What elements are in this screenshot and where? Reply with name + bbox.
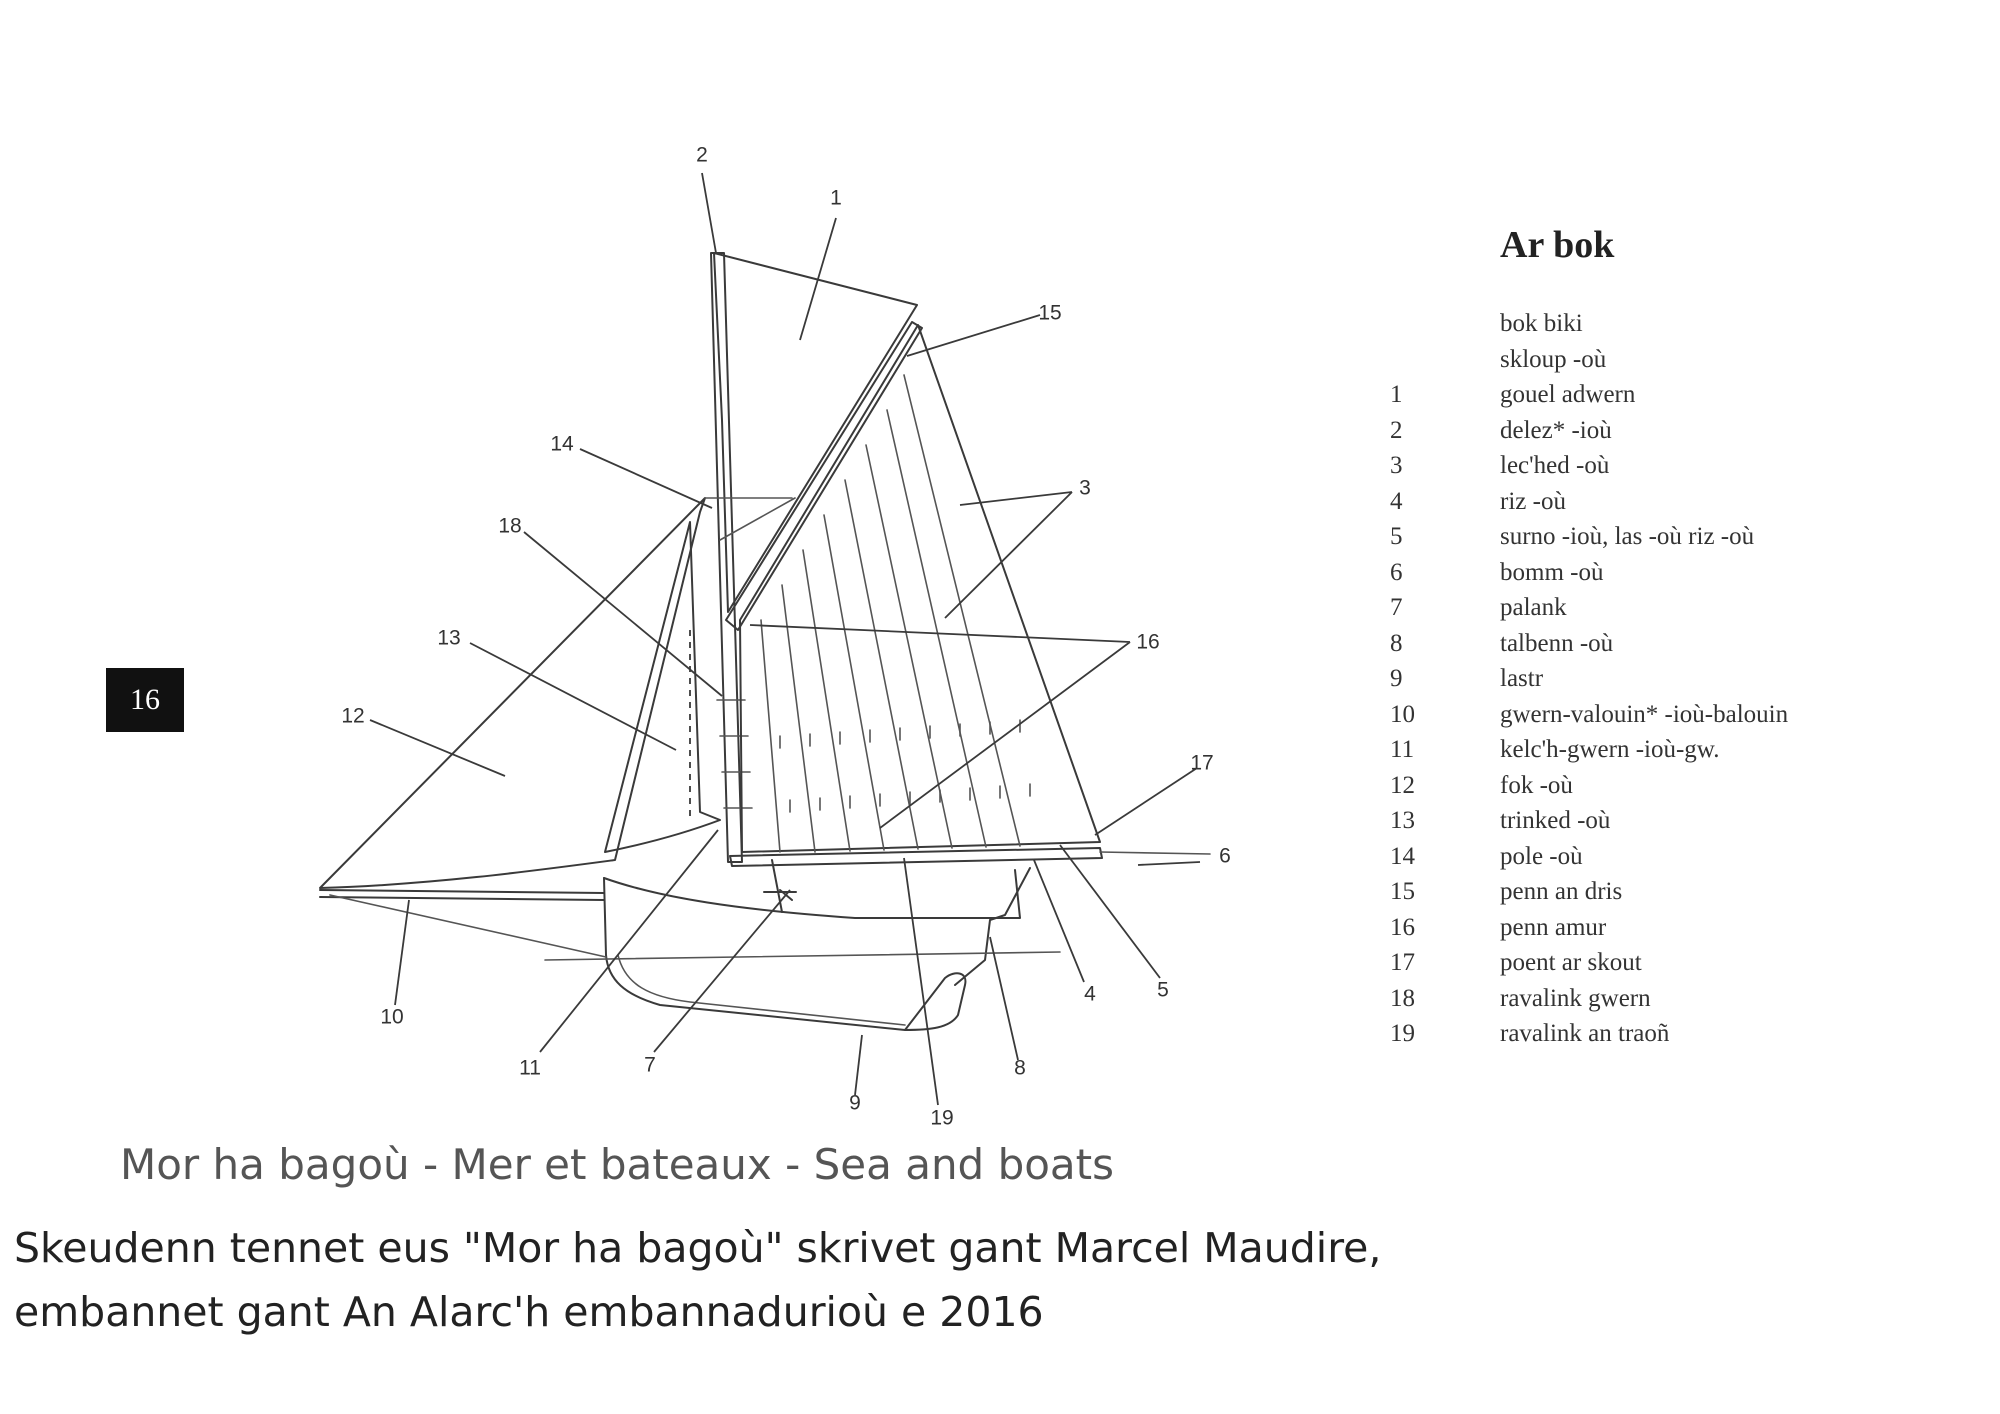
legend-row bbox=[1390, 413, 1788, 449]
legend-row bbox=[1390, 874, 1788, 910]
legend-term: lec'hed -où bbox=[1500, 452, 1610, 479]
legend-number bbox=[1390, 306, 1500, 342]
legend-row bbox=[1390, 448, 1788, 484]
legend-number bbox=[1390, 342, 1500, 378]
legend-number: 18 bbox=[1390, 984, 1415, 1012]
diagram-label-9: 9 bbox=[849, 1091, 861, 1115]
legend-number: 8 bbox=[1390, 629, 1403, 657]
mast-hoops bbox=[717, 700, 752, 808]
diagram-label-12: 12 bbox=[341, 704, 365, 728]
diagram-label-18: 18 bbox=[498, 514, 522, 538]
legend-row bbox=[1390, 768, 1788, 804]
diagram-label-7: 7 bbox=[644, 1053, 656, 1077]
legend-term: kelc'h-gwern -ioù-gw. bbox=[1500, 736, 1720, 763]
bobstay bbox=[330, 895, 606, 957]
legend-number: 10 bbox=[1390, 700, 1415, 728]
legend-number: 3 bbox=[1390, 452, 1403, 479]
legend-row bbox=[1390, 1016, 1788, 1052]
diagram-label-11: 11 bbox=[519, 1056, 541, 1080]
legend-row bbox=[1390, 661, 1788, 697]
legend-term: riz -où bbox=[1500, 487, 1566, 515]
legend-number: 7 bbox=[1390, 594, 1403, 621]
legend-term: trinked -où bbox=[1500, 807, 1611, 834]
diagram-label-10: 10 bbox=[380, 1005, 404, 1029]
legend-list bbox=[1390, 306, 1788, 1052]
diagram-label-6: 6 bbox=[1219, 844, 1231, 868]
legend-term: penn amur bbox=[1500, 913, 1607, 941]
legend-term: skloup -où bbox=[1500, 345, 1607, 373]
diagram-label-5: 5 bbox=[1157, 978, 1169, 1002]
legend-row bbox=[1390, 484, 1788, 520]
legend-number: 16 bbox=[1390, 913, 1415, 941]
legend-term: ravalink an traoñ bbox=[1500, 1020, 1670, 1047]
bowsprit bbox=[320, 890, 604, 900]
legend-term: delez* -ioù bbox=[1500, 416, 1612, 444]
legend-term: ravalink gwern bbox=[1500, 984, 1651, 1012]
jib-sail bbox=[320, 498, 705, 888]
legend-number: 4 bbox=[1390, 487, 1403, 515]
legend-row bbox=[1390, 555, 1788, 591]
legend-number: 12 bbox=[1390, 771, 1415, 799]
legend-row bbox=[1390, 342, 1788, 378]
diagram-label-17: 17 bbox=[1190, 751, 1214, 775]
mainsail bbox=[740, 325, 1100, 852]
legend-term: fok -où bbox=[1500, 771, 1573, 799]
boom-extension bbox=[1100, 852, 1210, 854]
legend-number: 19 bbox=[1390, 1020, 1415, 1047]
legend-row bbox=[1390, 697, 1788, 733]
leader-lines bbox=[370, 173, 1200, 1105]
legend-number: 13 bbox=[1390, 807, 1415, 834]
topsail bbox=[714, 253, 917, 612]
legend-number: 1 bbox=[1390, 381, 1403, 408]
legend-term: bomm -où bbox=[1500, 558, 1604, 586]
caption-title: Mor ha bagoù - Mer et bateaux - Sea and boats bbox=[120, 1140, 1115, 1189]
diagram-label-16: 16 bbox=[1136, 630, 1160, 654]
legend-term: pole -où bbox=[1500, 842, 1583, 870]
legend-term: lastr bbox=[1500, 665, 1544, 692]
legend-row bbox=[1390, 306, 1788, 342]
legend-row bbox=[1390, 590, 1788, 626]
legend-number: 2 bbox=[1390, 416, 1403, 444]
diagram-label-4: 4 bbox=[1084, 982, 1096, 1006]
lower-block bbox=[764, 860, 796, 912]
caption-credit-line-1: Skeudenn tennet eus "Mor ha bagoù" skrivet gant Marcel Maudire, bbox=[14, 1224, 1382, 1272]
legend-row bbox=[1390, 910, 1788, 946]
diagram-label-13: 13 bbox=[437, 626, 461, 650]
rudder bbox=[955, 868, 1030, 985]
legend-row bbox=[1390, 519, 1788, 555]
caption-credit-line-2: embannet gant An Alarc'h embannadurioù e 2016 bbox=[14, 1288, 1044, 1336]
page-number-badge: 16 bbox=[106, 668, 184, 732]
diagram-label-14: 14 bbox=[550, 432, 574, 456]
legend-term: surno -ioù, las -où riz -où bbox=[1500, 523, 1755, 550]
legend-term: gwern-valouin* -ioù-balouin bbox=[1500, 700, 1789, 728]
legend-number: 6 bbox=[1390, 558, 1403, 586]
mainsail-seams bbox=[761, 375, 1020, 852]
legend-term: poent ar skout bbox=[1500, 949, 1642, 976]
staysail bbox=[605, 522, 720, 852]
diagram-label-15: 15 bbox=[1038, 301, 1062, 325]
legend-term: penn an dris bbox=[1500, 878, 1623, 905]
legend-number: 5 bbox=[1390, 523, 1403, 550]
legend-row bbox=[1390, 732, 1788, 768]
legend-row bbox=[1390, 626, 1788, 662]
diagram-label-8: 8 bbox=[1014, 1056, 1026, 1080]
legend-number: 14 bbox=[1390, 842, 1415, 870]
legend-number: 15 bbox=[1390, 878, 1415, 905]
legend-row bbox=[1390, 839, 1788, 875]
legend-number: 9 bbox=[1390, 665, 1403, 692]
diagram-label-19: 19 bbox=[930, 1106, 954, 1130]
legend-row bbox=[1390, 981, 1788, 1017]
legend-row bbox=[1390, 803, 1788, 839]
legend-term: bok biki bbox=[1500, 310, 1583, 337]
legend-term: palank bbox=[1500, 594, 1567, 621]
waterline bbox=[545, 952, 1060, 960]
legend-title: Ar bok bbox=[1500, 224, 1615, 266]
diagram-label-2: 2 bbox=[696, 143, 708, 167]
legend-number: 11 bbox=[1390, 736, 1415, 763]
legend-number: 17 bbox=[1390, 949, 1415, 976]
legend-term: talbenn -où bbox=[1500, 629, 1614, 657]
legend-term: gouel adwern bbox=[1500, 381, 1636, 408]
legend-row bbox=[1390, 377, 1788, 413]
caption-credit bbox=[14, 1216, 1414, 1344]
legend-row bbox=[1390, 945, 1788, 981]
diagram-label-3: 3 bbox=[1079, 476, 1091, 500]
diagram-label-1: 1 bbox=[830, 186, 842, 210]
